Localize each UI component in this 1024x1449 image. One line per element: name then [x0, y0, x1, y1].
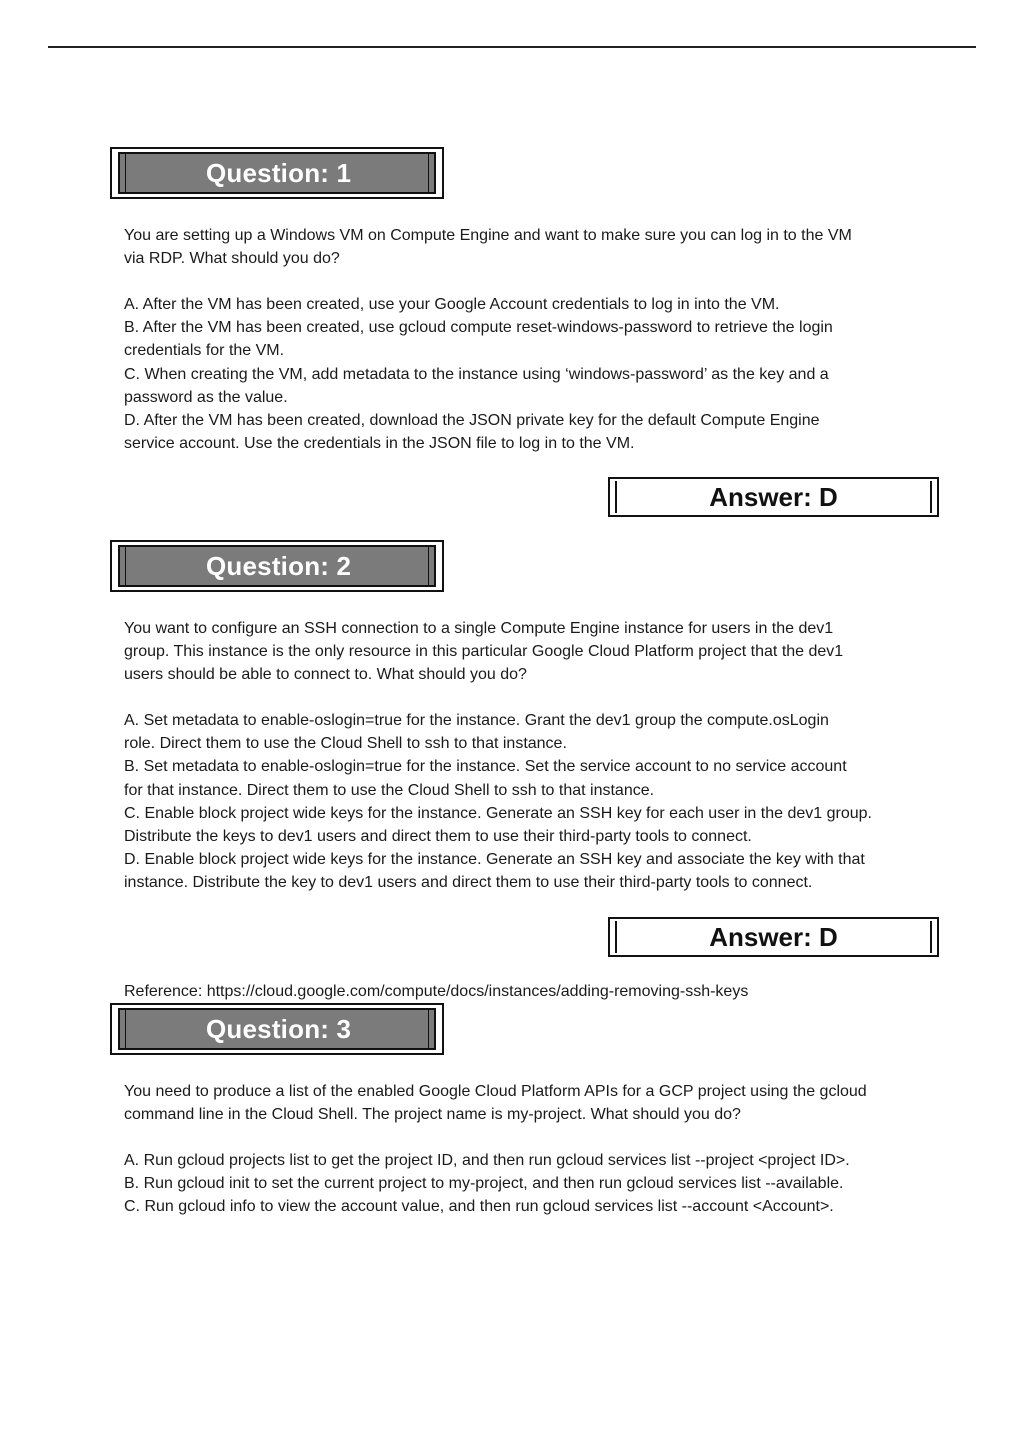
option-line: password as the value. — [124, 388, 288, 406]
question-2-stem-line: group. This instance is the only resource in this particular Google Cloud Platform project that the dev1 — [124, 643, 844, 661]
question-2-answer-box — [608, 917, 939, 957]
question-1-stem-line: You are setting up a Windows VM on Compute Engine and want to make sure you can log in to the VM — [124, 227, 852, 244]
question-3-stem-line: You need to produce a list of the enabled Google Cloud Platform APIs for a GCP project using the gcloud — [124, 1083, 867, 1100]
question-2-stem — [124, 617, 944, 687]
question-1-answer-box — [608, 477, 939, 517]
question-2-stem-line: users should be able to connect to. What should you do? — [124, 666, 527, 684]
option-line: instance. Distribute the key to dev1 users and direct them to use their third-party tools to connect. — [124, 874, 813, 892]
option-line: B. Set metadata to enable-oslogin=true for the instance. Set the service account to no service account — [124, 758, 847, 776]
option-line: B. After the VM has been created, use gcloud compute reset-windows-password to retrieve the login — [124, 319, 833, 337]
option-line: A. After the VM has been created, use your Google Account credentials to log in into the VM. — [124, 296, 780, 313]
question-1-stem-line: via RDP. What should you do? — [124, 250, 340, 268]
question-3-stem — [124, 1080, 944, 1126]
option-line: role. Direct them to use the Cloud Shell to ssh to that instance. — [124, 735, 567, 753]
question-1-label: Question: 1 — [206, 157, 352, 188]
option-line: D. After the VM has been created, download the JSON private key for the default Compute Engine — [124, 412, 820, 430]
question-3-stem-line: command line in the Cloud Shell. The project name is my-project. What should you do? — [124, 1106, 741, 1124]
option-line: A. Run gcloud projects list to get the project ID, and then run gcloud services list --project <project ID>. — [124, 1152, 850, 1169]
option-line: Distribute the keys to dev1 users and direct them to use their third-party tools to connect. — [124, 828, 752, 846]
option-line: for that instance. Direct them to use the Cloud Shell to ssh to that instance. — [124, 781, 655, 799]
question-3-label: Question: 3 — [206, 1013, 352, 1044]
question-2-reference — [124, 980, 944, 1003]
reference-line: Reference: https://cloud.google.com/compute/docs/instances/adding-removing-ssh-keys — [124, 983, 749, 1000]
question-2-stem-line: You want to configure an SSH connection to a single Compute Engine instance for users in the dev1 — [124, 620, 834, 637]
option-line: C. When creating the VM, add metadata to the instance using ‘windows-password’ as the key and a — [124, 365, 829, 383]
question-1-answer: Answer: D — [709, 481, 838, 512]
option-line: service account. Use the credentials in the JSON file to log in to the VM. — [124, 435, 635, 453]
question-1-header — [110, 147, 444, 199]
question-3-options — [124, 1149, 944, 1219]
option-line: D. Enable block project wide keys for the instance. Generate an SSH key and associate the key with that — [124, 851, 865, 869]
option-line: credentials for the VM. — [124, 342, 285, 360]
question-1-options — [124, 293, 944, 455]
option-line: C. Run gcloud info to view the account value, and then run gcloud services list --account <Account>. — [124, 1198, 834, 1216]
header-rule — [48, 46, 976, 48]
question-2-label: Question: 2 — [206, 550, 352, 581]
option-line: B. Run gcloud init to set the current project to my-project, and then run gcloud services list --available. — [124, 1175, 844, 1193]
option-line: C. Enable block project wide keys for the instance. Generate an SSH key for each user in the dev1 group. — [124, 804, 872, 822]
option-line: A. Set metadata to enable-oslogin=true for the instance. Grant the dev1 group the compute.osLogin — [124, 712, 829, 729]
question-3-header — [110, 1003, 444, 1055]
question-2-options — [124, 709, 944, 895]
question-2-header — [110, 540, 444, 592]
question-2-answer: Answer: D — [709, 921, 838, 952]
question-1-stem — [124, 224, 944, 270]
